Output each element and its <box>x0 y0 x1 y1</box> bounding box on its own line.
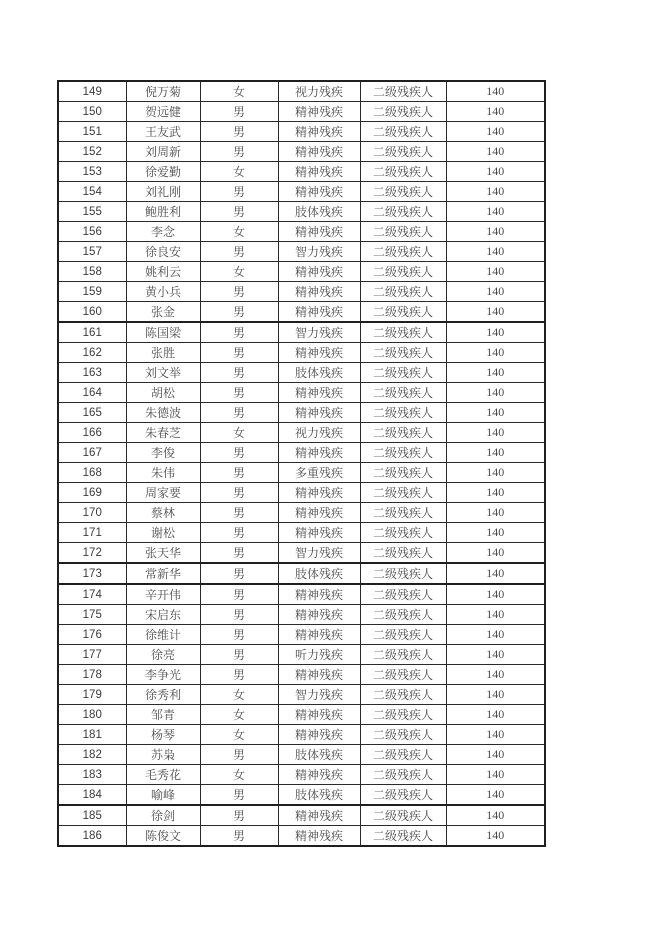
table-row <box>58 383 545 403</box>
gender-cell: 男 <box>200 605 278 625</box>
disability-type-cell: 精神残疾 <box>278 805 360 826</box>
disability-type-cell: 精神残疾 <box>278 705 360 725</box>
disability-type-cell: 精神残疾 <box>278 725 360 745</box>
disability-level-cell: 二级残疾人 <box>360 805 446 826</box>
name-cell: 谢松 <box>126 523 200 543</box>
name-cell: 姚利云 <box>126 262 200 282</box>
amount-cell: 140 <box>446 262 545 282</box>
disability-level-cell: 二级残疾人 <box>360 483 446 503</box>
amount-cell: 140 <box>446 685 545 705</box>
gender-cell: 男 <box>200 645 278 665</box>
amount-cell: 140 <box>446 403 545 423</box>
row-number-cell: 166 <box>58 423 126 443</box>
name-cell: 胡松 <box>126 383 200 403</box>
table-row <box>58 222 545 242</box>
disability-level-cell: 二级残疾人 <box>360 745 446 765</box>
table-row <box>58 563 545 584</box>
amount-cell: 140 <box>446 343 545 363</box>
row-number-cell: 183 <box>58 765 126 785</box>
disability-level-cell: 二级残疾人 <box>360 282 446 302</box>
gender-cell: 男 <box>200 483 278 503</box>
amount-cell: 140 <box>446 625 545 645</box>
table-row <box>58 543 545 564</box>
table-row <box>58 523 545 543</box>
table-row <box>58 302 545 323</box>
name-cell: 朱伟 <box>126 463 200 483</box>
disability-level-cell: 二级残疾人 <box>360 563 446 584</box>
disability-type-cell: 听力残疾 <box>278 645 360 665</box>
name-cell: 刘文举 <box>126 363 200 383</box>
gender-cell: 男 <box>200 563 278 584</box>
row-number-cell: 174 <box>58 584 126 605</box>
disability-type-cell: 精神残疾 <box>278 523 360 543</box>
gender-cell: 男 <box>200 543 278 564</box>
table-row <box>58 182 545 202</box>
row-number-cell: 167 <box>58 443 126 463</box>
name-cell: 李俊 <box>126 443 200 463</box>
disability-level-cell: 二级残疾人 <box>360 81 446 102</box>
name-cell: 王友武 <box>126 122 200 142</box>
table-row <box>58 725 545 745</box>
table-row <box>58 81 545 102</box>
row-number-cell: 153 <box>58 162 126 182</box>
table-row <box>58 785 545 806</box>
table-row <box>58 343 545 363</box>
gender-cell: 男 <box>200 523 278 543</box>
name-cell: 朱德波 <box>126 403 200 423</box>
disability-type-cell: 精神残疾 <box>278 142 360 162</box>
disability-level-cell: 二级残疾人 <box>360 826 446 847</box>
row-number-cell: 185 <box>58 805 126 826</box>
amount-cell: 140 <box>446 725 545 745</box>
name-cell: 常新华 <box>126 563 200 584</box>
amount-cell: 140 <box>446 242 545 262</box>
disability-type-cell: 精神残疾 <box>278 483 360 503</box>
amount-cell: 140 <box>446 81 545 102</box>
amount-cell: 140 <box>446 463 545 483</box>
amount-cell: 140 <box>446 665 545 685</box>
table-row <box>58 282 545 302</box>
amount-cell: 140 <box>446 182 545 202</box>
gender-cell: 女 <box>200 725 278 745</box>
row-number-cell: 163 <box>58 363 126 383</box>
amount-cell: 140 <box>446 584 545 605</box>
gender-cell: 男 <box>200 826 278 847</box>
name-cell: 倪万菊 <box>126 81 200 102</box>
disability-type-cell: 精神残疾 <box>278 665 360 685</box>
amount-cell: 140 <box>446 142 545 162</box>
disability-type-cell: 肢体残疾 <box>278 563 360 584</box>
amount-cell: 140 <box>446 785 545 806</box>
table-row <box>58 262 545 282</box>
gender-cell: 男 <box>200 745 278 765</box>
amount-cell: 140 <box>446 563 545 584</box>
name-cell: 徐秀利 <box>126 685 200 705</box>
gender-cell: 女 <box>200 765 278 785</box>
row-number-cell: 161 <box>58 322 126 343</box>
table-row <box>58 685 545 705</box>
table-row <box>58 443 545 463</box>
table-row <box>58 705 545 725</box>
disability-level-cell: 二级残疾人 <box>360 665 446 685</box>
name-cell: 徐良安 <box>126 242 200 262</box>
amount-cell: 140 <box>446 645 545 665</box>
name-cell: 贺远健 <box>126 102 200 122</box>
table-row <box>58 826 545 847</box>
table-row <box>58 202 545 222</box>
disability-level-cell: 二级残疾人 <box>360 102 446 122</box>
disability-level-cell: 二级残疾人 <box>360 162 446 182</box>
row-number-cell: 149 <box>58 81 126 102</box>
disability-type-cell: 多重残疾 <box>278 463 360 483</box>
disability-level-cell: 二级残疾人 <box>360 363 446 383</box>
disability-type-cell: 精神残疾 <box>278 605 360 625</box>
name-cell: 喻峰 <box>126 785 200 806</box>
gender-cell: 男 <box>200 202 278 222</box>
name-cell: 陈国梁 <box>126 322 200 343</box>
row-number-cell: 186 <box>58 826 126 847</box>
row-number-cell: 152 <box>58 142 126 162</box>
name-cell: 张天华 <box>126 543 200 564</box>
table-row <box>58 625 545 645</box>
disability-type-cell: 精神残疾 <box>278 503 360 523</box>
gender-cell: 男 <box>200 805 278 826</box>
disability-type-cell: 肢体残疾 <box>278 202 360 222</box>
disability-level-cell: 二级残疾人 <box>360 322 446 343</box>
row-number-cell: 184 <box>58 785 126 806</box>
table-row <box>58 745 545 765</box>
amount-cell: 140 <box>446 503 545 523</box>
roster-table-body <box>58 81 545 846</box>
disability-type-cell: 精神残疾 <box>278 222 360 242</box>
amount-cell: 140 <box>446 765 545 785</box>
row-number-cell: 164 <box>58 383 126 403</box>
name-cell: 张金 <box>126 302 200 323</box>
name-cell: 徐剑 <box>126 805 200 826</box>
table-row <box>58 242 545 262</box>
disability-type-cell: 精神残疾 <box>278 765 360 785</box>
disability-type-cell: 视力残疾 <box>278 423 360 443</box>
amount-cell: 140 <box>446 423 545 443</box>
gender-cell: 男 <box>200 403 278 423</box>
disability-level-cell: 二级残疾人 <box>360 584 446 605</box>
disability-level-cell: 二级残疾人 <box>360 543 446 564</box>
table-row <box>58 463 545 483</box>
disability-level-cell: 二级残疾人 <box>360 725 446 745</box>
amount-cell: 140 <box>446 202 545 222</box>
gender-cell: 女 <box>200 81 278 102</box>
table-row <box>58 102 545 122</box>
amount-cell: 140 <box>446 826 545 847</box>
disability-level-cell: 二级残疾人 <box>360 685 446 705</box>
row-number-cell: 177 <box>58 645 126 665</box>
disability-level-cell: 二级残疾人 <box>360 142 446 162</box>
amount-cell: 140 <box>446 705 545 725</box>
row-number-cell: 175 <box>58 605 126 625</box>
amount-cell: 140 <box>446 322 545 343</box>
table-row <box>58 162 545 182</box>
disability-type-cell: 精神残疾 <box>278 282 360 302</box>
disability-level-cell: 二级残疾人 <box>360 122 446 142</box>
table-row <box>58 805 545 826</box>
amount-cell: 140 <box>446 443 545 463</box>
disability-type-cell: 视力残疾 <box>278 81 360 102</box>
disability-level-cell: 二级残疾人 <box>360 202 446 222</box>
amount-cell: 140 <box>446 805 545 826</box>
name-cell: 刘周新 <box>126 142 200 162</box>
disability-level-cell: 二级残疾人 <box>360 443 446 463</box>
gender-cell: 男 <box>200 625 278 645</box>
name-cell: 黄小兵 <box>126 282 200 302</box>
amount-cell: 140 <box>446 122 545 142</box>
name-cell: 辛开伟 <box>126 584 200 605</box>
amount-cell: 140 <box>446 363 545 383</box>
disability-type-cell: 智力残疾 <box>278 685 360 705</box>
gender-cell: 男 <box>200 302 278 323</box>
amount-cell: 140 <box>446 745 545 765</box>
row-number-cell: 172 <box>58 543 126 564</box>
disability-type-cell: 精神残疾 <box>278 262 360 282</box>
table-row <box>58 584 545 605</box>
gender-cell: 女 <box>200 423 278 443</box>
row-number-cell: 158 <box>58 262 126 282</box>
gender-cell: 男 <box>200 182 278 202</box>
table-row <box>58 122 545 142</box>
gender-cell: 男 <box>200 322 278 343</box>
row-number-cell: 179 <box>58 685 126 705</box>
name-cell: 徐维计 <box>126 625 200 645</box>
gender-cell: 男 <box>200 142 278 162</box>
amount-cell: 140 <box>446 162 545 182</box>
disability-level-cell: 二级残疾人 <box>360 302 446 323</box>
disability-level-cell: 二级残疾人 <box>360 503 446 523</box>
disability-level-cell: 二级残疾人 <box>360 605 446 625</box>
disability-level-cell: 二级残疾人 <box>360 765 446 785</box>
disability-level-cell: 二级残疾人 <box>360 705 446 725</box>
name-cell: 李念 <box>126 222 200 242</box>
disability-type-cell: 精神残疾 <box>278 584 360 605</box>
disability-type-cell: 精神残疾 <box>278 162 360 182</box>
disability-type-cell: 精神残疾 <box>278 383 360 403</box>
disability-type-cell: 精神残疾 <box>278 122 360 142</box>
name-cell: 邹青 <box>126 705 200 725</box>
row-number-cell: 178 <box>58 665 126 685</box>
table-row <box>58 665 545 685</box>
disability-level-cell: 二级残疾人 <box>360 523 446 543</box>
amount-cell: 140 <box>446 543 545 564</box>
gender-cell: 男 <box>200 785 278 806</box>
row-number-cell: 169 <box>58 483 126 503</box>
gender-cell: 男 <box>200 463 278 483</box>
row-number-cell: 159 <box>58 282 126 302</box>
roster-table <box>57 80 546 847</box>
name-cell: 宋启东 <box>126 605 200 625</box>
table-row <box>58 322 545 343</box>
amount-cell: 140 <box>446 523 545 543</box>
name-cell: 朱春芝 <box>126 423 200 443</box>
disability-level-cell: 二级残疾人 <box>360 242 446 262</box>
name-cell: 徐爱勤 <box>126 162 200 182</box>
disability-level-cell: 二级残疾人 <box>360 463 446 483</box>
disability-type-cell: 智力残疾 <box>278 322 360 343</box>
disability-type-cell: 精神残疾 <box>278 443 360 463</box>
gender-cell: 男 <box>200 665 278 685</box>
amount-cell: 140 <box>446 605 545 625</box>
disability-type-cell: 精神残疾 <box>278 826 360 847</box>
disability-type-cell: 肢体残疾 <box>278 363 360 383</box>
name-cell: 周家要 <box>126 483 200 503</box>
table-row <box>58 483 545 503</box>
gender-cell: 女 <box>200 222 278 242</box>
table-row <box>58 503 545 523</box>
disability-type-cell: 肢体残疾 <box>278 785 360 806</box>
gender-cell: 女 <box>200 705 278 725</box>
row-number-cell: 150 <box>58 102 126 122</box>
amount-cell: 140 <box>446 483 545 503</box>
row-number-cell: 171 <box>58 523 126 543</box>
disability-type-cell: 精神残疾 <box>278 403 360 423</box>
row-number-cell: 155 <box>58 202 126 222</box>
row-number-cell: 157 <box>58 242 126 262</box>
row-number-cell: 170 <box>58 503 126 523</box>
disability-level-cell: 二级残疾人 <box>360 262 446 282</box>
disability-level-cell: 二级残疾人 <box>360 222 446 242</box>
amount-cell: 140 <box>446 222 545 242</box>
gender-cell: 女 <box>200 162 278 182</box>
table-row <box>58 423 545 443</box>
disability-level-cell: 二级残疾人 <box>360 182 446 202</box>
disability-level-cell: 二级残疾人 <box>360 625 446 645</box>
name-cell: 李争光 <box>126 665 200 685</box>
row-number-cell: 160 <box>58 302 126 323</box>
row-number-cell: 151 <box>58 122 126 142</box>
gender-cell: 男 <box>200 122 278 142</box>
disability-type-cell: 精神残疾 <box>278 343 360 363</box>
disability-level-cell: 二级残疾人 <box>360 383 446 403</box>
disability-type-cell: 智力残疾 <box>278 242 360 262</box>
disability-level-cell: 二级残疾人 <box>360 343 446 363</box>
table-row <box>58 363 545 383</box>
name-cell: 毛秀花 <box>126 765 200 785</box>
row-number-cell: 176 <box>58 625 126 645</box>
disability-type-cell: 肢体残疾 <box>278 745 360 765</box>
name-cell: 苏枭 <box>126 745 200 765</box>
gender-cell: 男 <box>200 383 278 403</box>
name-cell: 鲍胜利 <box>126 202 200 222</box>
name-cell: 杨琴 <box>126 725 200 745</box>
row-number-cell: 181 <box>58 725 126 745</box>
table-row <box>58 645 545 665</box>
name-cell: 蔡林 <box>126 503 200 523</box>
disability-type-cell: 智力残疾 <box>278 543 360 564</box>
row-number-cell: 182 <box>58 745 126 765</box>
gender-cell: 女 <box>200 262 278 282</box>
disability-level-cell: 二级残疾人 <box>360 423 446 443</box>
table-row <box>58 403 545 423</box>
disability-level-cell: 二级残疾人 <box>360 403 446 423</box>
name-cell: 张胜 <box>126 343 200 363</box>
row-number-cell: 180 <box>58 705 126 725</box>
table-row <box>58 142 545 162</box>
name-cell: 徐亮 <box>126 645 200 665</box>
gender-cell: 男 <box>200 443 278 463</box>
row-number-cell: 156 <box>58 222 126 242</box>
disability-level-cell: 二级残疾人 <box>360 785 446 806</box>
gender-cell: 男 <box>200 242 278 262</box>
row-number-cell: 173 <box>58 563 126 584</box>
gender-cell: 男 <box>200 102 278 122</box>
gender-cell: 男 <box>200 343 278 363</box>
gender-cell: 男 <box>200 363 278 383</box>
disability-type-cell: 精神残疾 <box>278 102 360 122</box>
row-number-cell: 154 <box>58 182 126 202</box>
row-number-cell: 168 <box>58 463 126 483</box>
disability-level-cell: 二级残疾人 <box>360 645 446 665</box>
row-number-cell: 165 <box>58 403 126 423</box>
gender-cell: 男 <box>200 584 278 605</box>
amount-cell: 140 <box>446 383 545 403</box>
table-row <box>58 605 545 625</box>
disability-type-cell: 精神残疾 <box>278 625 360 645</box>
disability-type-cell: 精神残疾 <box>278 182 360 202</box>
gender-cell: 男 <box>200 282 278 302</box>
disability-type-cell: 精神残疾 <box>278 302 360 323</box>
amount-cell: 140 <box>446 282 545 302</box>
gender-cell: 女 <box>200 685 278 705</box>
table-row <box>58 765 545 785</box>
gender-cell: 男 <box>200 503 278 523</box>
name-cell: 陈俊文 <box>126 826 200 847</box>
amount-cell: 140 <box>446 102 545 122</box>
amount-cell: 140 <box>446 302 545 323</box>
name-cell: 刘礼刚 <box>126 182 200 202</box>
row-number-cell: 162 <box>58 343 126 363</box>
